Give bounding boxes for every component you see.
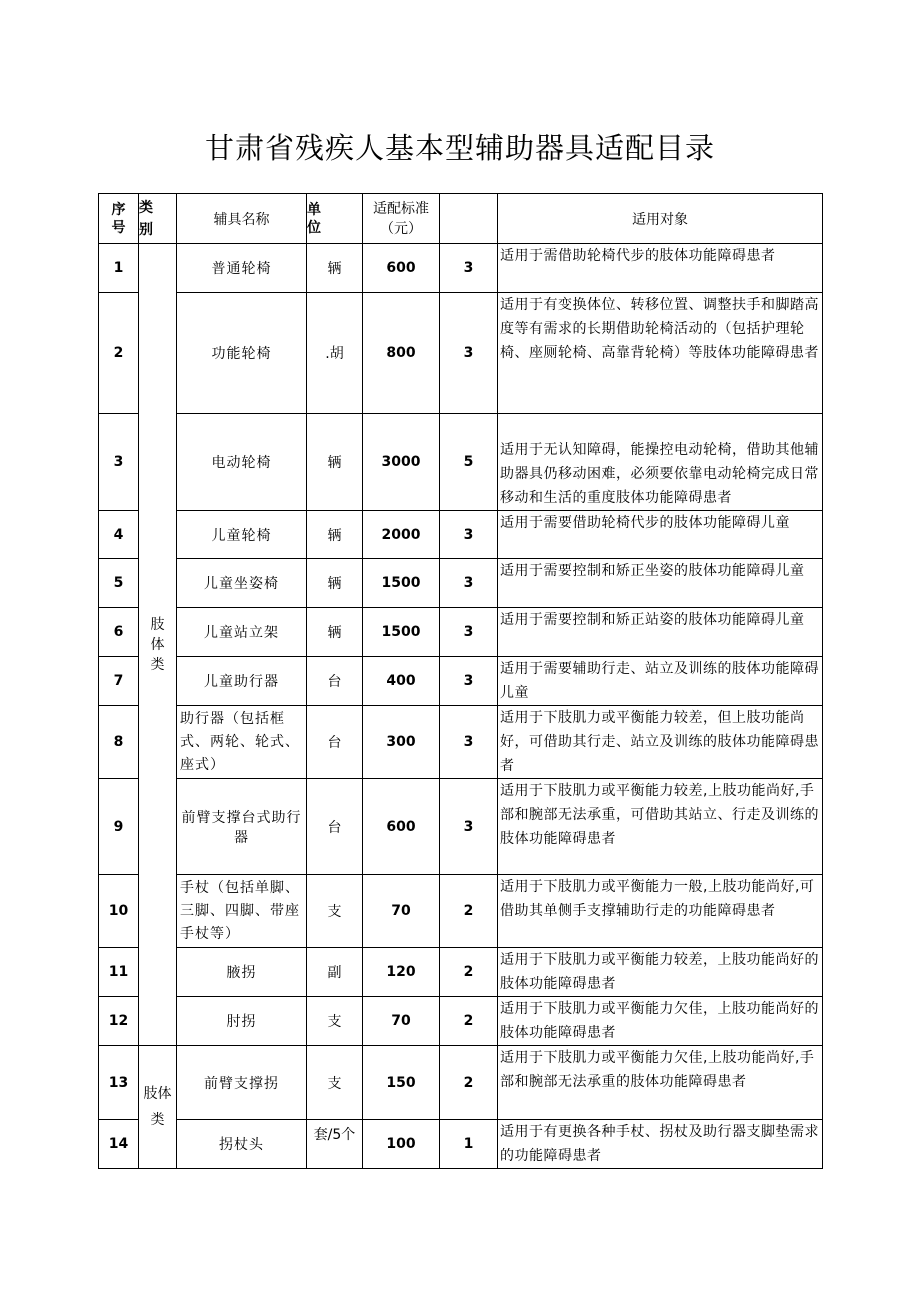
page-title: 甘肃省残疾人基本型辅助器具适配目录 (204, 131, 715, 165)
category-cell: 肢体类 (139, 244, 177, 1046)
row-unit: 台 (307, 779, 363, 875)
table-row (99, 948, 823, 997)
row-target: 适用于有更换各种手杖、拐杖及助行器支脚垫需求的功能障碍患者 (498, 1120, 823, 1169)
table-row (99, 1120, 823, 1169)
row-price: 300 (363, 706, 440, 779)
row-price: 1500 (363, 559, 440, 608)
header-category: 类别 (139, 194, 177, 244)
row-unit: 台 (307, 657, 363, 706)
row-name: 儿童站立架 (177, 608, 307, 657)
row-name: 儿童轮椅 (177, 511, 307, 559)
row-seq: 10 (99, 875, 139, 948)
row-qty: 2 (440, 875, 498, 948)
row-name: 前臂支撑台式助行器 (177, 779, 307, 875)
row-qty: 2 (440, 997, 498, 1046)
row-seq: 3 (99, 414, 139, 511)
row-seq: 5 (99, 559, 139, 608)
table-row (99, 1046, 823, 1120)
row-qty: 3 (440, 511, 498, 559)
row-name: 普通轮椅 (177, 244, 307, 293)
row-seq: 4 (99, 511, 139, 559)
row-price: 70 (363, 997, 440, 1046)
row-name: 功能轮椅 (177, 293, 307, 414)
row-seq: 14 (99, 1120, 139, 1169)
row-seq: 1 (99, 244, 139, 293)
row-unit: 支 (307, 997, 363, 1046)
row-seq: 13 (99, 1046, 139, 1120)
row-name: 拐杖头 (177, 1120, 307, 1169)
row-name: 肘拐 (177, 997, 307, 1046)
row-name: 腋拐 (177, 948, 307, 997)
row-target: 适用于需要借助轮椅代步的肢体功能障碍儿童 (498, 511, 823, 559)
row-price: 3000 (363, 414, 440, 511)
table-row (99, 293, 823, 414)
header-seq: 序号 (99, 194, 139, 244)
row-unit: 套/5个 (307, 1120, 363, 1169)
category-cell: 肢体类 (139, 1046, 177, 1169)
row-price: 600 (363, 779, 440, 875)
row-target: 适用于需要辅助行走、站立及训练的肢体功能障碍儿童 (498, 657, 823, 706)
row-target: 适用于需要控制和矫正站姿的肢体功能障碍儿童 (498, 608, 823, 657)
row-name: 助行器（包括框式、两轮、轮式、座式） (177, 706, 307, 779)
row-target: 适用于下肢肌力或平衡能力一般,上肢功能尚好,可借助其单侧手支撑辅助行走的功能障碍患者 (498, 875, 823, 948)
row-name: 前臂支撑拐 (177, 1046, 307, 1120)
row-name: 儿童坐姿椅 (177, 559, 307, 608)
row-qty: 3 (440, 559, 498, 608)
row-price: 120 (363, 948, 440, 997)
row-seq: 7 (99, 657, 139, 706)
row-price: 1500 (363, 608, 440, 657)
row-qty: 3 (440, 244, 498, 293)
row-target: 适用于下肢肌力或平衡能力较差,上肢功能尚好,手部和腕部无法承重，可借助其站立、行走及训练的肢体功能障碍患者 (498, 779, 823, 875)
row-unit: 支 (307, 875, 363, 948)
row-target: 适用于下肢肌力或平衡能力较差，上肢功能尚好的肢体功能障碍患者 (498, 948, 823, 997)
row-qty: 3 (440, 608, 498, 657)
row-target: 适用于需要控制和矫正坐姿的肢体功能障碍儿童 (498, 559, 823, 608)
row-qty: 2 (440, 1046, 498, 1120)
table-row (99, 559, 823, 608)
row-target: 适用于下肢肌力或平衡能力较差，但上肢功能尚好，可借助其行走、站立及训练的肢体功能障碍患者 (498, 706, 823, 779)
row-seq: 2 (99, 293, 139, 414)
row-target: 适用于需借助轮椅代步的肢体功能障碍患者 (498, 244, 823, 293)
row-seq: 6 (99, 608, 139, 657)
table-row (99, 244, 823, 293)
row-qty: 3 (440, 293, 498, 414)
header-row (99, 194, 823, 244)
row-name: 手杖（包括单脚、三脚、四脚、带座手杖等） (177, 875, 307, 948)
table-row (99, 608, 823, 657)
row-price: 70 (363, 875, 440, 948)
row-seq: 12 (99, 997, 139, 1046)
row-unit: 辆 (307, 244, 363, 293)
row-price: 2000 (363, 511, 440, 559)
row-price: 400 (363, 657, 440, 706)
row-target: 适用于有变换体位、转移位置、调整扶手和脚踏高度等有需求的长期借助轮椅活动的（包括护理轮椅、座厕轮椅、高靠背轮椅）等肢体功能障碍患者 (498, 293, 823, 414)
row-unit: .胡 (307, 293, 363, 414)
row-price: 800 (363, 293, 440, 414)
table-row (99, 657, 823, 706)
row-unit: 辆 (307, 608, 363, 657)
row-qty: 3 (440, 706, 498, 779)
row-target: 适用于无认知障碍，能操控电动轮椅，借助其他辅助器具仍移动困难，必须要依靠电动轮椅完成日常移动和生活的重度肢体功能障碍患者 (498, 414, 823, 511)
row-qty: 1 (440, 1120, 498, 1169)
row-unit: 辆 (307, 414, 363, 511)
row-name: 儿童助行器 (177, 657, 307, 706)
row-seq: 8 (99, 706, 139, 779)
row-qty: 3 (440, 779, 498, 875)
row-unit: 辆 (307, 511, 363, 559)
row-unit: 副 (307, 948, 363, 997)
header-target: 适用对象 (498, 194, 823, 244)
row-qty: 5 (440, 414, 498, 511)
row-unit: 辆 (307, 559, 363, 608)
row-target: 适用于下肢肌力或平衡能力欠佳，上肢功能尚好的肢体功能障碍患者 (498, 997, 823, 1046)
table-row (99, 997, 823, 1046)
table-row (99, 511, 823, 559)
header-unit: 单位 (307, 194, 363, 244)
table-row (99, 706, 823, 779)
row-target: 适用于下肢肌力或平衡能力欠佳,上肢功能尚好,手部和腕部无法承重的肢体功能障碍患者 (498, 1046, 823, 1120)
row-unit: 支 (307, 1046, 363, 1120)
row-price: 600 (363, 244, 440, 293)
row-name: 电动轮椅 (177, 414, 307, 511)
row-seq: 11 (99, 948, 139, 997)
row-seq: 9 (99, 779, 139, 875)
row-qty: 2 (440, 948, 498, 997)
header-qty (440, 194, 498, 244)
table-row (99, 414, 823, 511)
row-unit: 台 (307, 706, 363, 779)
header-price: 适配标准（元） (363, 194, 440, 244)
row-qty: 3 (440, 657, 498, 706)
row-price: 150 (363, 1046, 440, 1120)
row-price: 100 (363, 1120, 440, 1169)
header-name: 辅具名称 (177, 194, 307, 244)
catalog-table (98, 193, 823, 1169)
table-row (99, 779, 823, 875)
table-row (99, 875, 823, 948)
